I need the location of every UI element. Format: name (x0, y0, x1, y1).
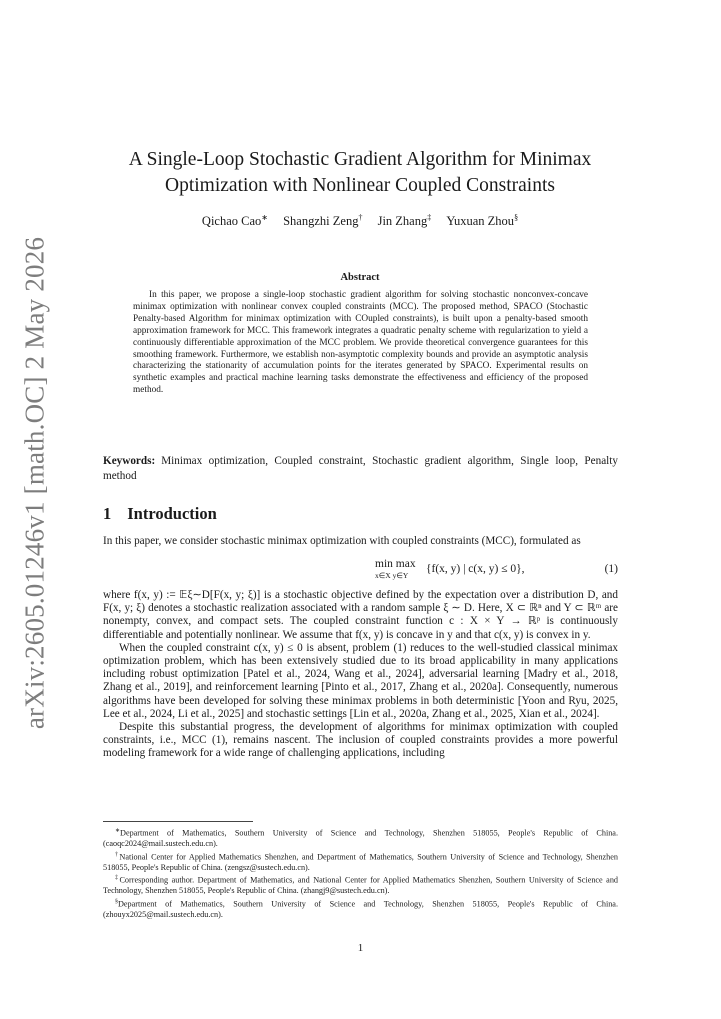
intro-body (103, 589, 618, 761)
equation-1 (103, 558, 618, 584)
intro-paragraph-4: Despite this substantial progress, the development of algorithms for minimax optimization with coupled constraints, i.e., MCC (1), remains nascent. The inclusion of coupled constraints provides a more powerful modeling framework for a wide range of challenging applications, including (103, 721, 618, 760)
title-line-1: A Single-Loop Stochastic Gradient Algorithm for Minimax (128, 149, 592, 170)
section-number: 1 (103, 504, 112, 523)
page-number: 1 (357, 942, 364, 954)
author: Jin Zhang‡ (377, 213, 432, 229)
keywords-label: Keywords: (103, 455, 156, 467)
footnote: ∗Department of Mathematics, Southern University of Science and Technology, Shenzhen 518055, People's Republic of China. (caoqc2024@mail.sustech.edu.cn). (103, 828, 618, 849)
footnote-rule (103, 821, 253, 822)
keywords-text: Minimax optimization, Coupled constraint, Stochastic gradient algorithm, Single loop, Penalty method (103, 455, 618, 482)
arxiv-identifier: arXiv:2605.01246v1 [math.OC] 2 May 2026 (19, 236, 50, 730)
keywords (103, 454, 618, 483)
footnote: §Department of Mathematics, Southern University of Science and Technology, Shenzhen 518055, People's Republic of China. (zhouyx2025@mail.sustech.edu.cn). (103, 898, 618, 919)
author-list (90, 213, 630, 229)
equation-label: (1) (604, 563, 618, 575)
footnote: †National Center for Applied Mathematics Shenzhen, and Department of Mathematics, Southern University of Science and Technology, Shenzhen 518055, People's Republic of China. (zengsz@sustech.edu.cn). (103, 851, 618, 872)
footnote: ‡Corresponding author. Department of Mathematics, and National Center for Applied Mathematics Shenzhen, Southern University of Science and Technology, Shenzhen 518055, People's Republic of China. (zhangj9@sustech.edu.cn). (103, 875, 619, 896)
author: Qichao Cao∗ (201, 213, 268, 229)
abstract-text: In this paper, we propose a single-loop stochastic gradient algorithm for solving stochastic nonconvex-concave minimax optimization with nonlinear convex coupled constraints (MCC). The proposed method, SPACO (Stochastic Penalty-based Algorithm for minimax optimization with COupled constraints), is built upon a penalty-based smooth approximation framework for MCC. This framework integrates a quadratic penalty scheme with regularization to yield a continuously differentiable approximation of the MCC problem. We provide theoretical convergence guarantees for this smoothing framework. Furthermore, we establish non-asymptotic complexity bounds and provide an asymptotic analysis characterizing the stationarity of accumulation points for the iterates generated by SPACO. Experimental results on synthetic examples and practical machine learning tasks demonstrate the effectiveness and efficiency of the proposed method. (133, 290, 588, 396)
author: Yuxuan Zhou§ (446, 213, 519, 229)
equation-operator: min max x∈X y∈Y (375, 558, 416, 580)
intro-paragraph-3: When the coupled constraint c(x, y) ≤ 0 is absent, problem (1) reduces to the well-studied classical minimax optimization problem, which has been extensively studied due to its broad applicability in many applications including robust optimization [Patel et al., 2024, Wang et al., 2024], adversarial learning [Madry et al., 2018, Zhang et al., 2019], and reinforcement learning [Pinto et al., 2017, Zhang et al., 2020a]. Consequently, numerous algorithms have been developed for solving these minimax problems in both deterministic [Yoon and Ryu, 2025, Lee et al., 2024, Li et al., 2025] and stochastic settings [Lin et al., 2020a, Zhang et al., 2025, Xian et al., 2024]. (103, 641, 618, 720)
section-title: Introduction (127, 504, 217, 523)
intro-paragraph-1: In this paper, we consider stochastic minimax optimization with coupled constraints (MCC), formulated as (103, 535, 581, 547)
footnotes (103, 826, 618, 920)
abstract-heading: Abstract (340, 272, 380, 283)
equation-expression: {f(x, y) | c(x, y) ≤ 0}, (426, 563, 525, 575)
title-line-2: Optimization with Nonlinear Coupled Constraints (165, 175, 555, 196)
paper-title (90, 147, 630, 199)
section-heading (103, 504, 217, 524)
intro-paragraph-2: where f(x, y) := 𝔼ξ∼D[F(x, y; ξ)] is a stochastic objective defined by the expectation over a distribution D, and F(x, y; ξ) denotes a stochastic realization associated with a random sample ξ ∼ D. Here, X ⊂ ℝⁿ and Y ⊂ ℝᵐ are nonempty, convex, and compact sets. The coupled constraint function c : X × Y → ℝᵖ is continuously differentiable and potentially nonlinear. We assume that f(x, y) is concave in y and that c(x, y) is convex in y. (103, 589, 618, 641)
author: Shangzhi Zeng† (283, 213, 363, 229)
